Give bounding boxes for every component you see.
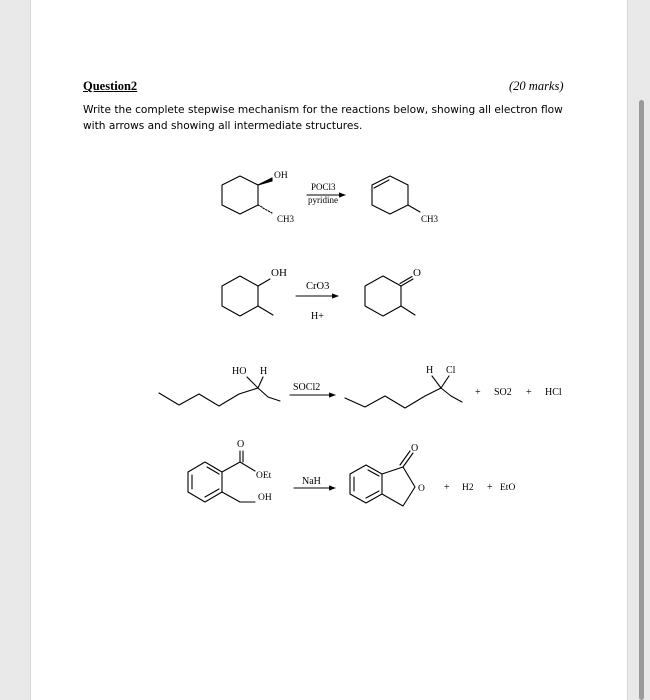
p1-ch3-label: CH3 bbox=[421, 214, 439, 224]
r3-plus-1: + bbox=[475, 387, 481, 398]
r4-oh-label: OH bbox=[258, 493, 272, 503]
r3-hcl-label: HCl bbox=[545, 387, 562, 398]
p2-o-label: O bbox=[413, 267, 421, 279]
reaction-3 bbox=[159, 365, 562, 408]
reaction-2 bbox=[222, 267, 421, 322]
r4-oet-label: OEt bbox=[256, 471, 272, 481]
instruction-line-2: with arrows and showing all intermediate structures. bbox=[83, 120, 363, 132]
r1-reagent-bottom: pyridine bbox=[308, 195, 338, 205]
reactant-1-cyclohexanol bbox=[222, 171, 295, 224]
r3-plus-2: + bbox=[526, 387, 532, 398]
r3-h-label: H bbox=[260, 366, 268, 377]
reactant-3-alcohol bbox=[159, 366, 280, 406]
r4-eto-label: EtO bbox=[500, 483, 516, 493]
p3-cl-label: Cl bbox=[446, 365, 456, 376]
product-4-lactone bbox=[350, 443, 425, 506]
r2-reagent-top: CrO3 bbox=[306, 281, 330, 292]
r2-oh-label: OH bbox=[271, 267, 287, 279]
r3-so2-label: SO2 bbox=[494, 387, 512, 398]
r1-reagent-top: POCl3 bbox=[311, 182, 336, 192]
reaction-1 bbox=[222, 171, 439, 224]
p4-carbonyl-o: O bbox=[411, 443, 419, 454]
p3-h-label: H bbox=[426, 365, 434, 376]
product-2-methylcyclohexanone bbox=[365, 267, 421, 316]
reactant-2-methylcyclohexanol bbox=[222, 267, 287, 316]
r3-ho-label: HO bbox=[232, 366, 247, 377]
r4-reagent-top: NaH bbox=[302, 476, 321, 487]
p4-ring-o: O bbox=[418, 484, 425, 494]
r4-plus-2: + bbox=[487, 482, 493, 493]
r4-h2-label: H2 bbox=[462, 483, 474, 493]
question-title: Question2 bbox=[83, 79, 138, 93]
r3-reagent-top: SOCl2 bbox=[293, 382, 321, 393]
r4-plus-1: + bbox=[444, 482, 450, 493]
r1-oh-label: OH bbox=[274, 171, 288, 181]
product-3-chloride bbox=[345, 365, 462, 408]
product-1-methylcyclohexene bbox=[372, 176, 439, 224]
r1-ch3-label: CH3 bbox=[277, 214, 295, 224]
reaction-4 bbox=[188, 439, 515, 506]
reactant-4-hydroxy-ester bbox=[188, 439, 272, 503]
r2-reagent-bottom: H+ bbox=[311, 311, 324, 322]
marks-label: (20 marks) bbox=[509, 79, 564, 93]
r4-carbonyl-o: O bbox=[237, 439, 245, 450]
instruction-line-1: Write the complete stepwise mechanism for the reactions below, showing all electron flow bbox=[83, 104, 563, 116]
